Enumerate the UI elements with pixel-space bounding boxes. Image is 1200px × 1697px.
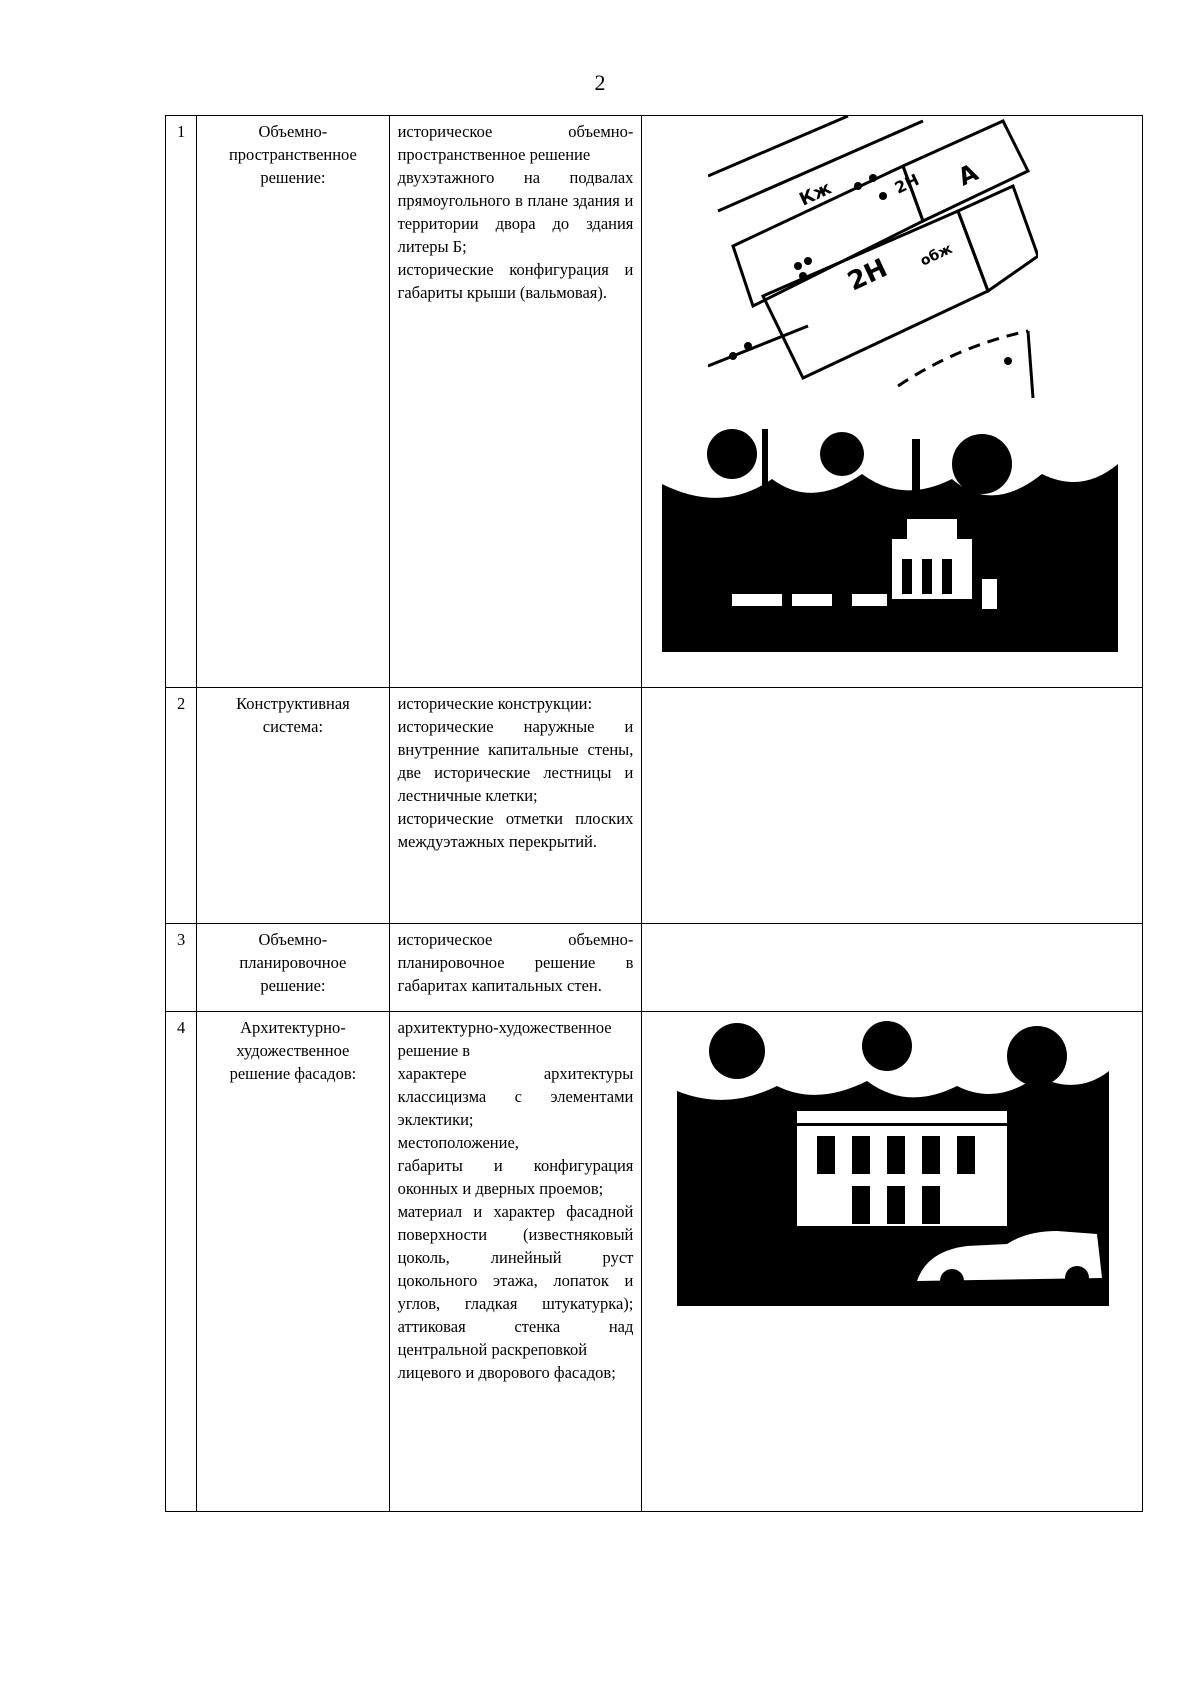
table-row [166,688,1143,924]
table-row [166,116,1143,688]
illustration-cell [642,924,1143,1012]
illustration-cell [642,1012,1143,1512]
description-line: историческое объемно-пространственное решение [397,122,634,164]
description-line: двухэтажного на подвалах прямоугольного в плане здания и территории двора до здания литеры Б; [397,168,634,256]
feature-name [197,688,389,924]
description-line: историческое объемно-планировочное решение в габаритах капитальных стен. [397,930,634,995]
description-line: исторические конструкции: [397,694,593,713]
plan-label: 2Н [843,253,893,298]
feature-name [197,924,389,1012]
row-number: 3 [166,924,197,1012]
feature-description [389,924,642,1012]
description-line: архитектурно-художественное решение в [397,1018,612,1060]
feature-name-text: Конструктивная система: [236,694,350,736]
site-plan-image [708,116,1038,398]
table-row [166,1012,1143,1512]
plan-label: Кж [796,177,836,211]
description-line: материал и характер фасадной поверхности (известняковый цоколь, линейный руст цокольного этажа, лопаток и углов, гладкая штукатурка); аттиковая стенка над центральной раскреповкой [397,1202,634,1359]
illustration-cell [642,116,1143,688]
feature-description [389,1012,642,1512]
feature-description [389,116,642,688]
feature-name [197,1012,389,1512]
building-photo [662,424,1118,652]
feature-name-text: Объемно- пространственное решение: [228,122,357,187]
description-line: габариты и конфигурация оконных и дверных проемов; [397,1156,634,1198]
row-number: 1 [166,116,197,688]
row-number: 4 [166,1012,197,1512]
description-line: лицевого и дворового фасадов; [397,1363,616,1382]
page-number: 2 [594,70,606,95]
feature-name [197,116,389,688]
feature-name-text: Архитектурно- художественное решение фасадов: [229,1018,357,1083]
illustration-cell [642,688,1143,924]
feature-description [389,688,642,924]
plan-label: 2Н [892,170,923,198]
description-line: исторические отметки плоских междуэтажных перекрытий. [397,809,634,851]
description-line: местоположение, [397,1133,519,1152]
plan-label: обж [918,241,956,270]
facade-photo [677,1016,1109,1306]
plan-label: А [954,158,983,192]
description-line: характере архитектуры классицизма с элементами эклектики; [397,1064,634,1129]
row-number: 2 [166,688,197,924]
table-row [166,924,1143,1012]
features-table [165,115,1143,1512]
description-line: исторические наружные и внутренние капитальные стены, две исторические лестницы и лестничные клетки; [397,717,634,805]
description-line: исторические конфигурация и габариты крыши (вальмовая). [397,260,634,302]
feature-name-text: Объемно- планировочное решение: [239,930,347,995]
